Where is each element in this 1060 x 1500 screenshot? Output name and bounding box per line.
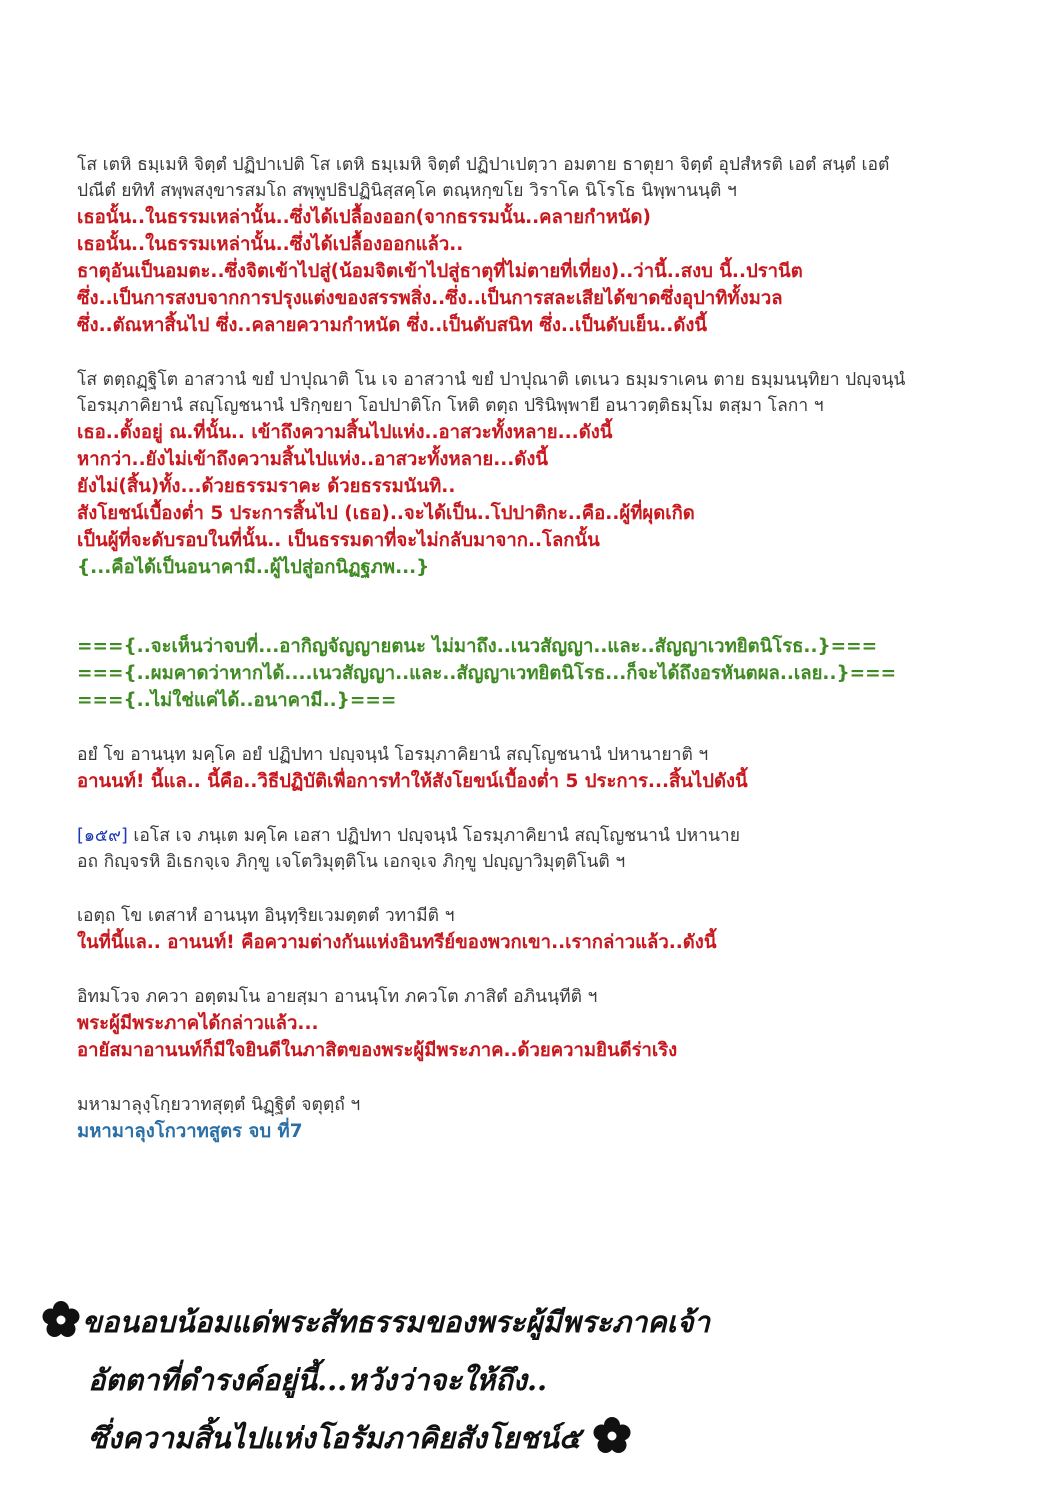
pali-line: มหามาลุงฺโกฺยวาทสุตฺตํ นิฏฺฐิตํ จตุตฺถํ ฯ — [77, 1095, 361, 1115]
section-6 — [77, 984, 1017, 1064]
thai-translation-line: สังโยชน์เบื้องต่ำ 5 ประการสิ้นไป (เธอ)..จะได้เป็น..โปปาติกะ..คือ..ผู้ที่ผุดเกิด — [77, 503, 695, 524]
flower-icon — [40, 1300, 82, 1340]
section-1 — [77, 152, 1017, 339]
paragraph-number: [๑๕๙] — [77, 826, 128, 846]
pali-line: โอรมฺภาคิยานํ สญฺโญชนานํ ปริกฺขยา โอปปาติโก โหติ ตตฺถ ปรินิพฺพายี อนาวตฺติธมฺโม ตสฺมา โลกา ฯ — [77, 396, 824, 416]
sutta-end-title: มหามาลุงโกวาทสูตร จบ ที่7 — [77, 1121, 303, 1142]
thai-translation-line: อานนท์! นี้แล.. นี้คือ..วิธีปฏิบัติเพื่อการทำให้สังโยขน์เบื้องต่ำ 5 ประการ...สิ้นไปดังนี้ — [77, 771, 748, 792]
thai-translation-line: เธอนั้น..ในธรรมเหล่านั้น..ซึ่งได้เปลื้องออก(จากธรรมนั้น..คลายกำหนัด) — [77, 207, 652, 228]
section-3 — [77, 742, 1017, 795]
pali-line: เอตฺถ โข เตสาหํ อานนฺท อินฺทฺริยเวมตฺตตํ วทามีติ ฯ — [77, 906, 455, 926]
section-2 — [77, 367, 1017, 581]
dedication-line — [40, 1293, 1020, 1351]
thai-translation-line: อายัสมาอานนท์ก็มีใจยินดีในภาสิตของพระผู้มีพระภาค..ด้วยความยินดีร่าเริง — [77, 1040, 678, 1061]
closing — [77, 1092, 1017, 1145]
pali-line: โส ตตฺถฏฺฐิโต อาสวานํ ขยํ ปาปุณาติ โน เจ อาสวานํ ขยํ ปาปุณาติ เตเนว ธมฺมราเคน ตาย ธมฺมนนฺทิยา ปญฺจนฺนํ — [77, 370, 906, 390]
pali-text: เอโส เจ ภนฺเต มคฺโค เอสา ปฏิปทา ปญฺจนฺนํ โอรมฺภาคิยานํ สญฺโญชนานํ ปหานาย — [127, 826, 740, 846]
thai-translation-line: หากว่า..ยังไม่เข้าถึงความสิ้นไปแห่ง..อาสวะทั้งหลาย...ดังนี้ — [77, 449, 549, 470]
flower-icon — [591, 1416, 633, 1456]
thai-translation-line: เธอนั้น..ในธรรมเหล่านั้น..ซึ่งได้เปลื้องออกแล้ว.. — [77, 234, 464, 255]
pali-line: ปณีตํ ยทิทํ สพฺพสงฺขารสมโถ สพฺพูปธิปฏินิสฺสคฺโค ตณฺหกฺขโย วิราโค นิโรโธ นิพฺพานนฺติ ฯ — [77, 181, 737, 201]
commentary-line: ==={..ผมคาดว่าหากได้....เนวสัญญา..และ..สัญญาเวทยิตนิโรธ...ก็จะได้ถึงอรหันตผล..เลย..}=== — [77, 663, 897, 684]
thai-translation-line: ซึ่ง..ตัณหาสิ้นไป ซึ่ง..คลายความกำหนัด ซึ่ง..เป็นดับสนิท ซึ่ง..เป็นดับเย็น..ดังนี้ — [77, 315, 708, 336]
dedication — [40, 1293, 1020, 1467]
thai-translation-line: พระผู้มีพระภาคได้กล่าวแล้ว... — [77, 1013, 319, 1034]
thai-translation-line: ยังไม่(สิ้น)ทั้ง...ด้วยธรรมราคะ ด้วยธรรมนันทิ.. — [77, 476, 456, 497]
thai-translation-line: ธาตุอันเป็นอมตะ..ซึ่งจิตเข้าไปสู่(น้อมจิตเข้าไปสู่ธาตุที่ไม่ตายที่เที่ยง)..ว่านี้..สงบ นี้..ปรานีต — [77, 261, 803, 282]
pali-line — [77, 823, 1017, 849]
commentary-line: ==={..ไม่ใช่แค่ได้..อนาคามี..}=== — [77, 690, 397, 711]
commentary — [77, 633, 1017, 714]
dedication-text: ซึ่งความสิ้นไปแห่งโอรัมภาคิยสังโยชน์๕ — [88, 1421, 581, 1455]
section-4 — [77, 823, 1017, 875]
dedication-line — [40, 1409, 1020, 1467]
section-5 — [77, 903, 1017, 956]
thai-translation-line: เธอ..ตั้งอยู่ ณ.ที่นั้น.. เข้าถึงความสิ้นไปแห่ง..อาสวะทั้งหลาย...ดังนี้ — [77, 422, 613, 443]
dedication-text: ขอนอบน้อมแด่พระสัทธรรมของพระผู้มีพระภาคเจ้า — [82, 1305, 710, 1339]
sutta-content — [77, 152, 1017, 1145]
commentary-line: ==={..จะเห็นว่าจบที่...อากิญจัญญายตนะ ไม่มาถึง..เนวสัญญา..และ..สัญญาเวทยิตนิโรธ..}=== — [77, 636, 878, 657]
dedication-line: อัตตาที่ดำรงค์อยู่นี้...หวังว่าจะให้ถึง.. — [88, 1363, 548, 1397]
thai-translation-line: เป็นผู้ที่จะดับรอบในที่นั้น.. เป็นธรรมดาที่จะไม่กลับมาจาก..โลกนั้น — [77, 530, 600, 551]
pali-line: โส เตหิ ธมฺเมหิ จิตฺตํ ปฏิปาเปติ โส เตหิ ธมฺเมหิ จิตฺตํ ปฏิปาเปตฺวา อมตาย ธาตุยา จิตฺตํ อุปสํหรติ เอตํ สนฺตํ เอตํ — [77, 155, 890, 175]
thai-translation-line: ซึ่ง..เป็นการสงบจากการปรุงแต่งของสรรพสิ่ง..ซึ่ง..เป็นการสละเสียได้ขาดซึ่งอุปาทิทั้งมวล — [77, 288, 783, 309]
pali-line: อถ กิญฺจรหิ อิเธกจฺเจ ภิกฺขู เจโตวิมุตฺติโน เอกจฺเจ ภิกฺขู ปญฺญาวิมุตฺติโนติ ฯ — [77, 852, 626, 872]
note-line: {...คือได้เป็นอนาคามี..ผู้ไปสู่อกนิฏฐภพ...} — [77, 557, 430, 578]
pali-line: อิทมโวจ ภควา อตฺตมโน อายสฺมา อานนฺโท ภควโต ภาสิตํ อภินนฺทีติ ฯ — [77, 987, 598, 1007]
thai-translation-line: ในที่นี้แล.. อานนท์! คือความต่างกันแห่งอินทรีย์ของพวกเขา..เรากล่าวแล้ว..ดังนี้ — [77, 932, 717, 953]
pali-line: อยํ โข อานนฺท มคฺโค อยํ ปฏิปทา ปญฺจนฺนํ โอรมฺภาคิยานํ สญฺโญชนานํ ปหานายาติ ฯ — [77, 745, 709, 765]
